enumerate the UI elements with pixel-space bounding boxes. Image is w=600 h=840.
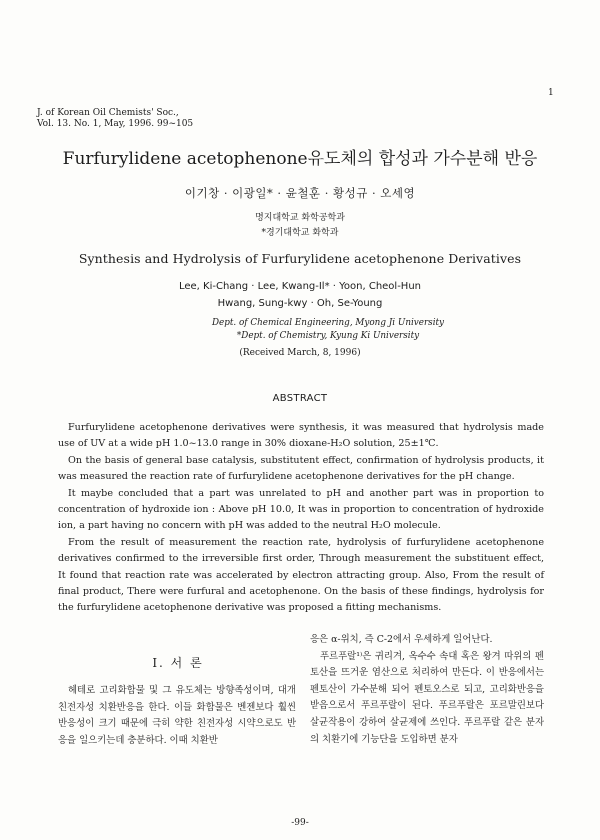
right-column (310, 632, 544, 748)
korean-affiliation-1: 명지대학교 화학공학과 (255, 213, 345, 223)
english-title: Synthesis and Hydrolysis of Furfurylidene acetophenone Derivatives (78, 251, 522, 266)
abstract-paragraph: Furfurylidene acetophenone derivatives were synthesis, it was measured that hydrolysis made use of UV at a wide pH 1.0~13.0 range in 30% dioxane-H₂O solution, 25±1℃. (58, 422, 544, 450)
journal-line-1: J. of Korean Oil Chemists' Soc., (37, 108, 179, 118)
abstract-paragraph: It maybe concluded that a part was unrelated to pH and another part was in proportion to concentration of hydroxide ion : Above pH 10.0, It was in proportion to concentration of hydroxide ion, a part having no concern with pH was added to the neutral H₂O molecule. (58, 487, 544, 532)
korean-title: Furfurylidene acetophenone유도체의 합성과 가수분해 반응 (62, 149, 538, 169)
abstract-body (58, 420, 544, 617)
english-dept-2: *Dept. of Chemistry, Kyung Ki University (236, 331, 420, 341)
english-authors-1: Lee, Ki-Chang · Lee, Kwang-Il* · Yoon, Cheol-Hun (178, 281, 422, 292)
left-column (58, 683, 296, 749)
abstract-paragraph: On the basis of general base catalysis, substitutent effect, confirmation of hydrolysis products, it was measured the reaction rate of furfurylidene acetophenone derivatives for the pH change. (58, 454, 544, 483)
journal-line-2: Vol. 13. No. 1, May, 1996. 99~105 (37, 119, 194, 129)
korean-authors: 이기창 · 이광일* · 윤철훈 · 황성규 · 오세영 (184, 186, 416, 200)
left-column-paragraph: 헤테로 고리화합물 및 그 유도체는 방향족성이며, 대개 친전자성 치환반응을 한다. 이들 화합물은 벤젠보다 훨씬 반응성이 크기 때문에 극히 약한 친전자성 시약으로도 반응을 일으키는데 충분하다. 이때 치환반 (58, 685, 296, 746)
abstract-paragraph: From the result of measurement the reaction rate, hydrolysis of furfurylidene acetophenone derivatives confirmed to the irreversible first order, Through measurement the substituent effect, It found that reaction rate was accelerated by electron attracting group. Also, From the result of final product, There were furfural and acetophenone. On the basis of these findings, hydrolysis for the furfurylidene acetophenone derivative was proposed a fitting mechanisms. (58, 536, 544, 614)
english-authors-2: Hwang, Sung-kwy · Oh, Se-Young (217, 298, 383, 309)
section-heading-introduction: I. 서 론 (152, 656, 204, 670)
abstract-heading: ABSTRACT (272, 393, 328, 404)
right-column-first-line: 응은 α-위치, 즉 C-2에서 우세하게 일어난다. (310, 634, 493, 645)
right-column-paragraph: 푸르푸랄¹⁾은 귀리겨, 옥수수 속대 혹은 왕겨 따위의 펜토산을 뜨거운 염산으로 처리하여 만든다. 이 반응에서는 펜토산이 가수분해 되어 펜토오스로 되고, 고리화반응을 받음으로서 푸르푸랄이 된다. 푸르푸랄은 포르말린보다 살균작용이 강하여 살균제에 쓰인다. 푸르푸랄 같은 분자의 치환기에 기능단을 도입하면 분자 (310, 650, 544, 745)
journal-citation (37, 108, 193, 130)
page-number: 1 (548, 88, 554, 98)
page-footer-number: -99- (291, 818, 309, 828)
english-dept-1: Dept. of Chemical Engineering, Myong Ji University (211, 318, 445, 328)
korean-affiliation-2: *경기대학교 화학과 (261, 228, 339, 238)
received-date: (Received March, 8, 1996) (239, 348, 361, 358)
